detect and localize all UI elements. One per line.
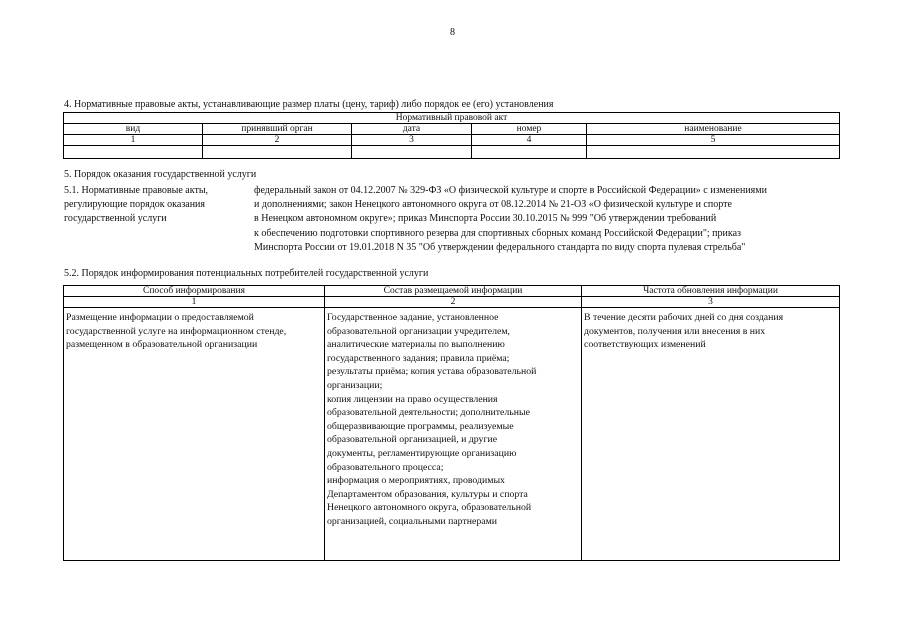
cell-line: образовательной деятельности; дополнительные [327,407,530,419]
item-5-1-label [64,184,254,227]
table-cell [64,146,203,159]
cell-line: копия лицензии на право осуществления [327,393,498,405]
section-5-2-heading: 5.2. Порядок информирования потенциальных потребителей государственной услуги [64,268,429,279]
cell-line: документы, регламентирующие организацию [327,447,517,459]
column-number: 4 [472,135,587,146]
column-number: 1 [64,297,325,308]
column-header: Частота обновления информации [582,286,840,297]
cell-line: образовательной организации учредителем, [327,325,510,337]
cell-line: документов, получения или внесения в них [584,325,766,337]
column-header: наименование [587,124,840,135]
cell-line: государственной услуге на информационном стенде, [66,325,287,337]
text-line: в Ненецком автономном округе»; приказ Минспорта России 30.10.2015 № 999 "Об утверждении требований [254,213,717,225]
cell-line: результаты приёма; копия устава образовательной [327,366,537,378]
cell-line: аналитические материалы по выполнению [327,339,505,351]
method-cell [64,308,325,561]
column-header: номер [472,124,587,135]
text-line: федеральный закон от 04.12.2007 № 329-ФЗ «О физической культуре и спорте в Российской Федерации» с изменениями [254,185,767,196]
cell-line: Ненецкого автономного округа, образовательной [327,502,532,514]
cell-line: организации; [327,379,383,391]
column-number-row [64,135,840,146]
label-line: 5.1. Нормативные правовые акты, [64,185,209,196]
table-row [64,308,840,561]
column-header: вид [64,124,203,135]
column-header: Способ информирования [64,286,325,297]
section-4-heading: 4. Нормативные правовые акты, устанавливающие размер платы (цену, тариф) либо порядок ее (его) установления [64,99,554,110]
column-number: 5 [587,135,840,146]
table-cell [587,146,840,159]
frequency-cell [582,308,840,561]
table-cell [352,146,472,159]
section-5-heading: 5. Порядок оказания государственной услуги [64,169,257,180]
table-header-row [64,286,840,297]
column-number: 2 [203,135,352,146]
cell-line: соответствующих изменений [584,339,706,351]
column-number-row [64,297,840,308]
cell-line: В течение десяти рабочих дней со дня создания [584,312,784,323]
column-header: Состав размещаемой информации [325,286,582,297]
table-row [64,146,840,159]
cell-line: Департаментом образования, культуры и спорта [327,488,528,500]
column-number: 1 [64,135,203,146]
tariff-acts-table [63,112,840,159]
informing-table [63,285,840,561]
item-5-1-text [254,184,854,255]
label-line: государственной услуги [64,213,167,225]
cell-line: информация о мероприятиях, проводимых [327,475,505,487]
cell-line: государственного задания; правила приёма; [327,352,510,364]
text-line: к обеспечению подготовки спортивного резерва для спортивных сборных команд Российской Федерации"; приказ [254,227,741,239]
page-number: 8 [450,27,455,38]
group-header-cell: Нормативный правовой акт [64,113,840,124]
table-header-row [64,124,840,135]
table-cell [203,146,352,159]
cell-line: общеразвивающие программы, реализуемые [327,420,514,432]
label-line: регулирующие порядок оказания [64,199,206,211]
column-number: 3 [352,135,472,146]
cell-line: Размещение информации о предоставляемой [66,312,254,323]
text-line: и дополнениями; закон Ненецкого автономного округа от 08.12.2014 № 21-ОЗ «О физической культуре и спорте [254,199,732,211]
cell-line: образовательного процесса; [327,461,444,473]
cell-line: организацией, социальными партнерами [327,515,498,527]
table-group-header-row [64,113,840,124]
cell-line: Государственное задание, установленное [327,312,499,323]
cell-line: размещенном в образовательной организации [66,339,258,351]
table-cell [472,146,587,159]
content-cell [325,308,582,561]
column-header: дата [352,124,472,135]
column-header: принявший орган [203,124,352,135]
text-line: Минспорта России от 19.01.2018 N 35 "Об утверждении федерального стандарта по виду спорта пулевая стрельба" [254,241,746,253]
column-number: 3 [582,297,840,308]
column-number: 2 [325,297,582,308]
cell-line: образовательной организацией, и другие [327,434,498,446]
